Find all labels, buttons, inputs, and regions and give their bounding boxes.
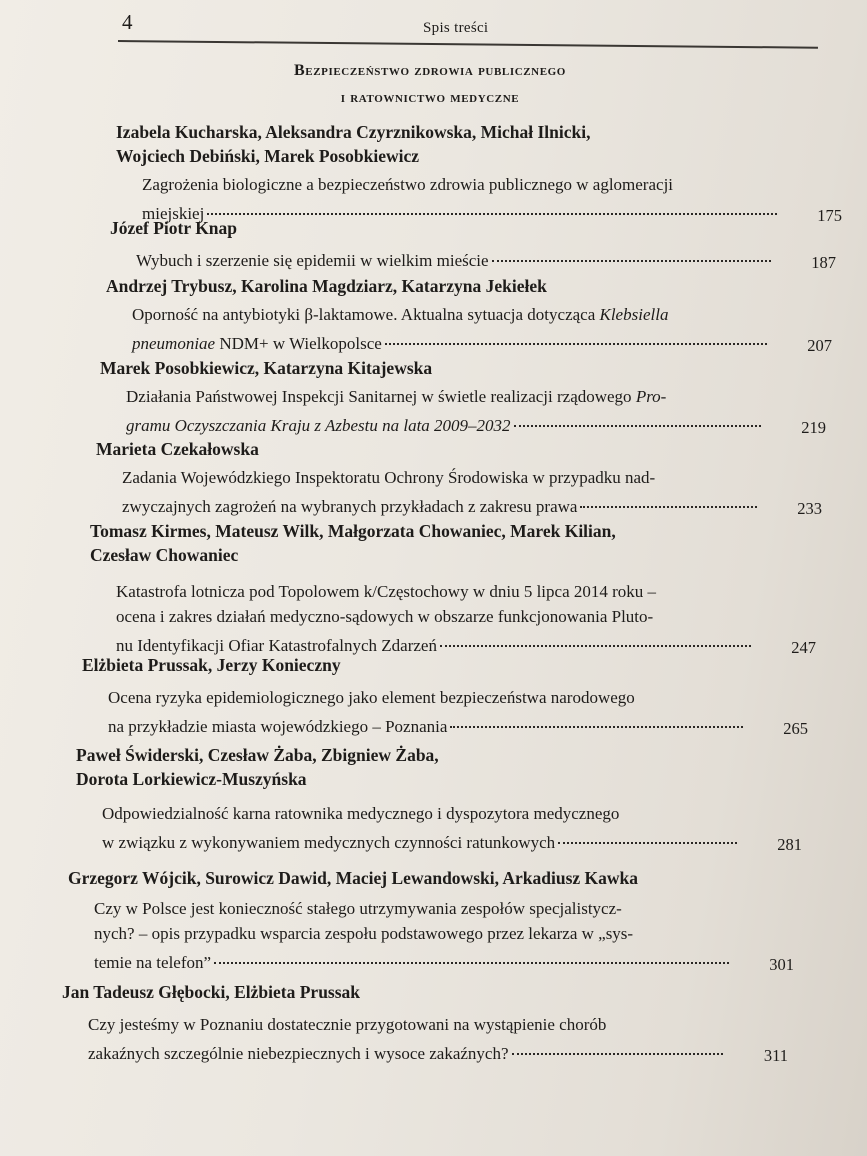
entry-page-number: 265 [783, 719, 808, 739]
entry-title: Odpowiedzialność karna ratownika medycznego i dyspozytora medycznego w związku z wykonywaniem medycznych czynności ratunkowych 281 [102, 801, 740, 855]
page-header [118, 6, 818, 46]
toc-entry [82, 653, 808, 739]
entry-page-number: 281 [777, 835, 802, 855]
toc-entry [96, 437, 822, 519]
entry-authors: Andrzej Trybusz, Karolina Magdziarz, Katarzyna Jekiełek [106, 276, 547, 296]
entry-authors: Tomasz Kirmes, Mateusz Wilk, Małgorzata Chowaniec, Marek Kilian, Czesław Chowaniec [90, 521, 616, 565]
entry-title: Katastrofa lotnicza pod Topolowem k/Częstochowy w dniu 5 lipca 2014 roku – ocena i zakres działań medyczno-sądowych w obszarze funkcjonowania Pluto- nu Identyfikacji Ofiar Katastrofalnych Zdarzeń 247 [116, 579, 754, 658]
entry-page-number: 175 [817, 206, 842, 226]
entry-authors: Elżbieta Prussak, Jerzy Konieczny [82, 655, 341, 675]
entry-authors: Izabela Kucharska, Aleksandra Czyrznikowska, Michał Ilnicki, Wojciech Debiński, Marek Posobkiewicz [116, 122, 591, 166]
toc-entry [62, 980, 788, 1066]
toc-entry [110, 216, 836, 273]
entry-title: Oporność na antybiotyki β-laktamowe. Aktualna sytuacja dotycząca Klebsiella pneumoniae NDM+ w Wielkopolsce 207 [132, 302, 770, 356]
leader-dots [385, 323, 767, 345]
toc-entry [100, 356, 826, 438]
entry-title: Zadania Wojewódzkiego Inspektoratu Ochrony Środowiska w przypadku nad- zwyczajnych zagrożeń na wybranych przykładach z zakresu prawa 233 [122, 465, 760, 519]
leader-dots [450, 706, 743, 728]
section-title-line-1: Bezpieczeństwo zdrowia publicznego [294, 62, 566, 79]
leader-dots [214, 942, 729, 964]
header-rule [118, 40, 818, 48]
page-number: 4 [122, 10, 133, 34]
entry-authors: Grzegorz Wójcik, Surowicz Dawid, Maciej Lewandowski, Arkadiusz Kawka [68, 868, 639, 888]
entry-page-number: 311 [763, 1046, 788, 1066]
entry-authors: Jan Tadeusz Głębocki, Elżbieta Prussak [62, 982, 361, 1002]
leader-dots [580, 486, 757, 508]
entry-page-number: 207 [807, 336, 832, 356]
entry-title: Czy w Polsce jest konieczność stałego utrzymywania zespołów specjalistycz- nych? – opis przypadku wsparcia zespołu podstawowego przez lekarza w „sys- temie na telefon” 301 [94, 896, 732, 975]
entry-page-number: 247 [791, 638, 816, 658]
entry-authors: Józef Piotr Knap [110, 218, 238, 238]
toc-entry [106, 274, 832, 356]
entry-title: Działania Państwowej Inspekcji Sanitarnej w świetle realizacji rządowego Pro- gramu Oczyszczania Kraju z Azbestu na lata 2009–2032 219 [126, 384, 764, 438]
entry-page-number: 187 [811, 253, 836, 273]
running-title: Spis treści [423, 20, 489, 36]
entry-authors: Paweł Świderski, Czesław Żaba, Zbigniew Żaba, Dorota Lorkiewicz-Muszyńska [76, 745, 439, 789]
leader-dots [492, 240, 771, 262]
leader-dots [440, 625, 751, 647]
entry-page-number: 301 [769, 955, 794, 975]
toc-entry [68, 866, 794, 975]
entry-title: Zagrożenia biologiczne a bezpieczeństwo zdrowia publicznego w aglomeracji miejskiej 175 [142, 172, 780, 226]
entry-page-number: 233 [797, 499, 822, 519]
entry-title: Wybuch i szerzenie się epidemii w wielkim mieście 187 [136, 244, 774, 273]
leader-dots [512, 1033, 723, 1055]
toc-entry [76, 743, 802, 855]
entry-authors: Marieta Czekałowska [96, 439, 259, 459]
entry-page-number: 219 [801, 418, 826, 438]
entry-title: Czy jesteśmy w Poznaniu dostatecznie przygotowani na wystąpienie chorób zakaźnych szczególnie niebezpiecznych i wysoce zakaźnych? 311 [88, 1012, 726, 1066]
leader-dots [207, 193, 777, 215]
leader-dots [558, 822, 737, 844]
entry-authors: Marek Posobkiewicz, Katarzyna Kitajewska [100, 358, 433, 378]
leader-dots [514, 405, 761, 427]
section-title-line-2: i ratownictwo medyczne [340, 89, 520, 106]
toc-entry [90, 519, 816, 658]
entry-title: Ocena ryzyka epidemiologicznego jako element bezpieczeństwa narodowego na przykładzie miasta wojewódzkiego – Poznania 265 [108, 685, 746, 739]
toc-entry [116, 120, 842, 226]
